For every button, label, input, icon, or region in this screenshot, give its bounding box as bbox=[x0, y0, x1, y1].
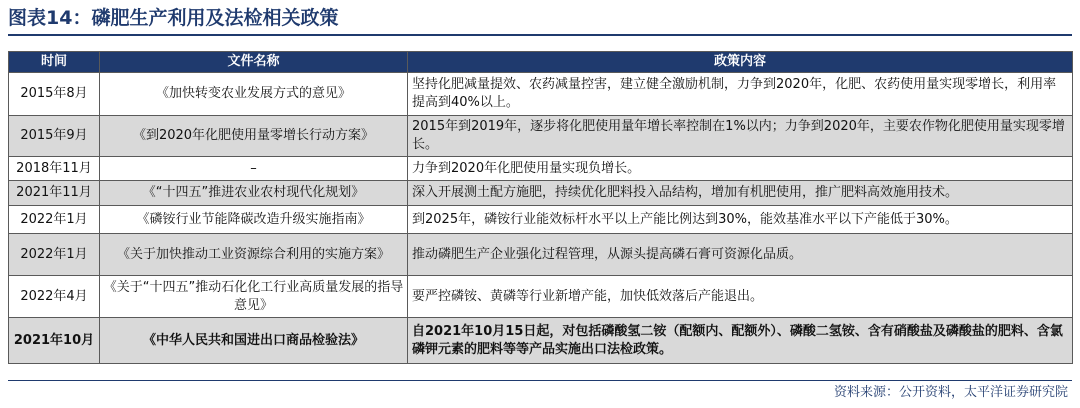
bottom-divider bbox=[8, 380, 1072, 381]
table-row bbox=[9, 234, 1073, 276]
cell-time: 2021年11月 bbox=[9, 181, 100, 206]
cell-time: 2021年10月 bbox=[9, 318, 100, 364]
header-time: 时间 bbox=[9, 52, 100, 73]
cell-time: 2022年1月 bbox=[9, 206, 100, 234]
cell-time: 2022年4月 bbox=[9, 276, 100, 318]
cell-content: 力争到2020年化肥使用量实现负增长。 bbox=[408, 157, 1073, 181]
table-row bbox=[9, 116, 1073, 157]
cell-content: 自2021年10月15日起，对包括磷酸氢二铵（配额内、配额外）、磷酸二氢铵、含有硝酸盐及磷酸盐的肥料、含氯磷钾元素的肥料等等产品实施出口法检政策。 bbox=[408, 318, 1073, 364]
table-row bbox=[9, 206, 1073, 234]
table-row bbox=[9, 157, 1073, 181]
table-row bbox=[9, 181, 1073, 206]
header-doc: 文件名称 bbox=[100, 52, 408, 73]
cell-content: 推动磷肥生产企业强化过程管理，从源头提高磷石膏可资源化品质。 bbox=[408, 234, 1073, 276]
cell-time: 2022年1月 bbox=[9, 234, 100, 276]
cell-content: 要严控磷铵、黄磷等行业新增产能，加快低效落后产能退出。 bbox=[408, 276, 1073, 318]
cell-doc: 《关于“十四五”推动石化化工行业高质量发展的指导意见》 bbox=[100, 276, 408, 318]
table-header-row bbox=[9, 52, 1073, 73]
cell-doc: 《“十四五”推进农业农村现代化规划》 bbox=[100, 181, 408, 206]
cell-content: 坚持化肥减量提效、农药减量控害，建立健全激励机制，力争到2020年，化肥、农药使用量实现零增长，利用率提高到40%以上。 bbox=[408, 73, 1073, 116]
cell-time: 2015年8月 bbox=[9, 73, 100, 116]
source-note: 资料来源：公开资料，太平洋证券研究院 bbox=[833, 385, 1068, 400]
table-row bbox=[9, 276, 1073, 318]
table-row bbox=[9, 73, 1073, 116]
cell-content: 2015年到2019年，逐步将化肥使用量年增长率控制在1%以内；力争到2020年，主要农作物化肥使用量实现零增长。 bbox=[408, 116, 1073, 157]
figure-title: 图表14：磷肥生产利用及法检相关政策 bbox=[8, 7, 339, 29]
header-content: 政策内容 bbox=[408, 52, 1073, 73]
cell-doc: 《关于加快推动工业资源综合利用的实施方案》 bbox=[100, 234, 408, 276]
cell-time: 2015年9月 bbox=[9, 116, 100, 157]
cell-doc: 《磷铵行业节能降碳改造升级实施指南》 bbox=[100, 206, 408, 234]
table-row bbox=[9, 318, 1073, 364]
title-divider bbox=[8, 34, 1072, 36]
cell-doc: 《加快转变农业发展方式的意见》 bbox=[100, 73, 408, 116]
cell-time: 2018年11月 bbox=[9, 157, 100, 181]
cell-doc: 《中华人民共和国进出口商品检验法》 bbox=[100, 318, 408, 364]
cell-content: 深入开展测土配方施肥，持续优化肥料投入品结构，增加有机肥使用，推广肥料高效施用技术。 bbox=[408, 181, 1073, 206]
policy-table bbox=[8, 51, 1073, 364]
cell-doc: 《到2020年化肥使用量零增长行动方案》 bbox=[100, 116, 408, 157]
cell-content: 到2025年，磷铵行业能效标杆水平以上产能比例达到30%，能效基准水平以下产能低于30%。 bbox=[408, 206, 1073, 234]
cell-doc: – bbox=[100, 157, 408, 181]
